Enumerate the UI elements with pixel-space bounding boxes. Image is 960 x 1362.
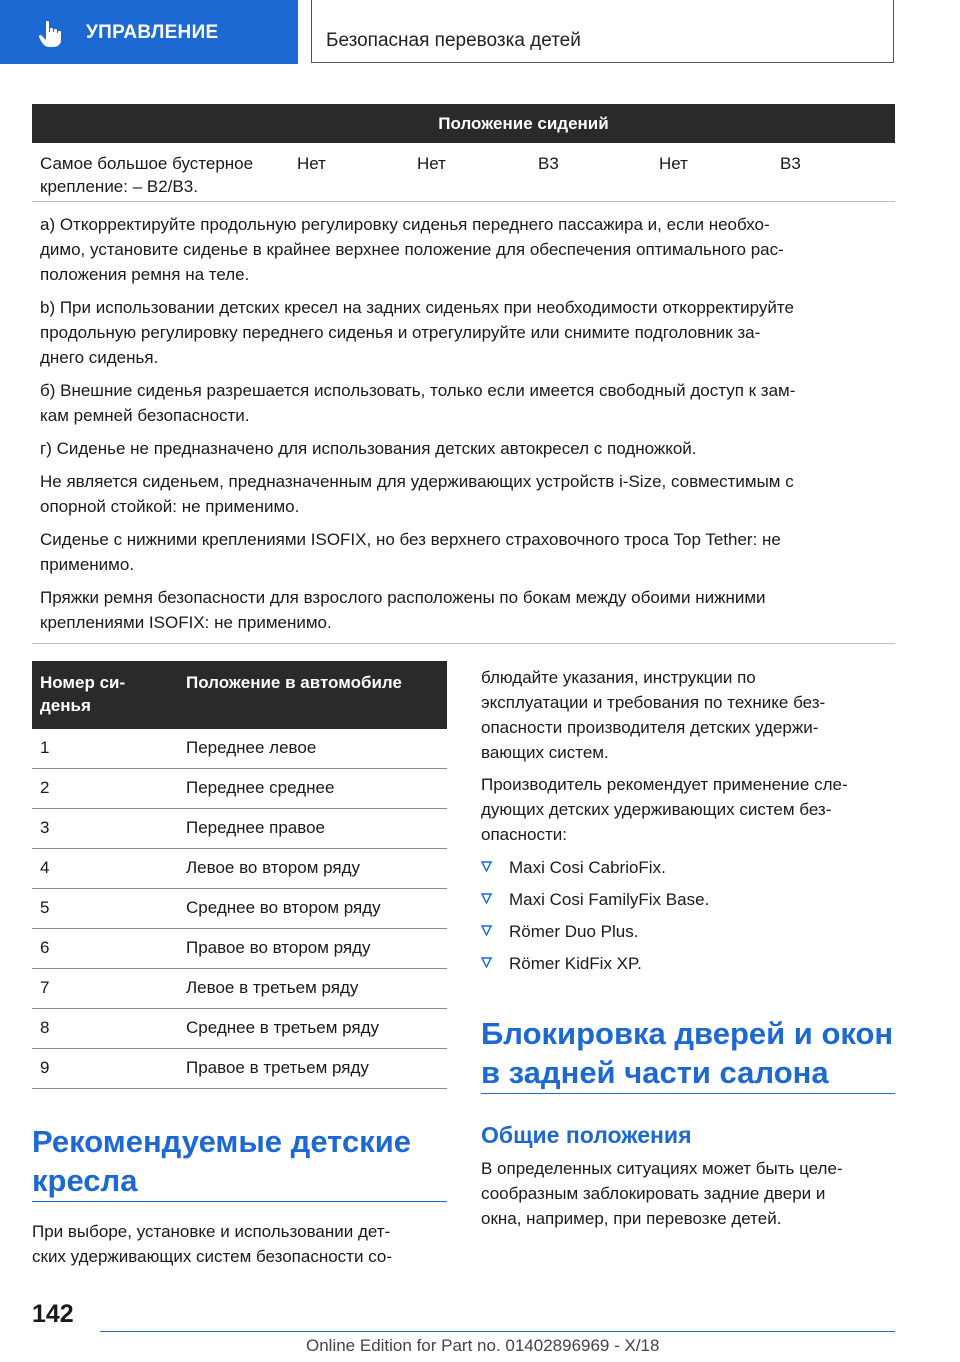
seat-position-table [32, 104, 895, 644]
note: б) Внешние сиденья разрешается использовать, только если имеется свободный доступ к зам- кам ремней безопасности. [40, 381, 796, 425]
triangle-bullet-icon [481, 957, 492, 968]
table-row [32, 769, 447, 809]
table-notes [32, 202, 895, 644]
table-row [32, 729, 447, 769]
row-label: Самое большое бустерное крепление: – B2/B3. [40, 154, 254, 196]
seat-position: Правое во втором ряду [186, 938, 371, 957]
table-row [32, 969, 447, 1009]
recommended-continuation: блюдайте указания, инструкции по эксплуатации и требования по технике без- опасности производителя детских удержи- вающих систем. [481, 668, 826, 762]
seat-number: 4 [40, 858, 50, 877]
row-value: Нет [659, 154, 688, 173]
table-row [32, 1049, 447, 1089]
row-value: Нет [297, 154, 326, 173]
section-label: УПРАВЛЕНИЕ [86, 22, 219, 43]
seat-position: Левое в третьем ряду [186, 978, 359, 997]
chapter-title-box [311, 0, 894, 63]
row-value: B3 [780, 154, 801, 173]
list-item [481, 887, 895, 919]
recommended-intro: При выборе, установке и использовании дет- ских удерживающих систем безопасности со- [32, 1222, 392, 1266]
heading-rule [481, 1093, 895, 1094]
row-value: Нет [417, 154, 446, 173]
note: Не является сиденьем, предназначенным для удерживающих устройств i-Size, совместимым с опорной стойкой: не применимо. [40, 472, 794, 516]
seat-number: 6 [40, 938, 50, 957]
heading-rule [32, 1201, 447, 1202]
note: Пряжки ремня безопасности для взрослого расположены по бокам между обоими нижними креплениями ISOFIX: не применимо. [40, 588, 766, 632]
seat-position: Среднее во втором ряду [186, 898, 381, 917]
header-cell: Номер си- денья [40, 673, 126, 715]
general-subheading: Общие положения [481, 1122, 692, 1148]
note: b) При использовании детских кресел на задних сиденьях при необходимости откорректируйте продольную регулировку переднего сиденья и отрегулируйте или снимите подголовник за- днего сиденья. [40, 298, 794, 367]
hand-icon [38, 20, 64, 48]
seat-number: 3 [40, 818, 50, 837]
seat-number: 8 [40, 1018, 50, 1037]
note: a) Откорректируйте продольную регулировку сиденья переднего пассажира и, если необхо- димо, установите сиденье в крайнее верхнее положение для обеспечения оптимального рас- положения ремня на теле. [40, 215, 784, 284]
seat-number: 5 [40, 898, 50, 917]
table-row [32, 809, 447, 849]
recommended-list [481, 855, 895, 983]
list-item-text: Römer Duo Plus. [509, 922, 639, 941]
table-header [32, 661, 447, 729]
triangle-bullet-icon [481, 893, 492, 904]
recommended-text: Производитель рекомендует применение сле- дующих детских удерживающих систем без- опасности: [481, 775, 848, 844]
seat-position: Среднее в третьем ряду [186, 1018, 380, 1037]
table-row [32, 849, 447, 889]
list-item [481, 951, 895, 983]
table-row [32, 143, 895, 202]
seat-position: Правое в третьем ряду [186, 1058, 369, 1077]
section-tab[interactable] [0, 0, 298, 64]
list-item-text: Maxi Cosi FamilyFix Base. [509, 890, 710, 909]
seat-position: Переднее левое [186, 738, 317, 757]
triangle-bullet-icon [481, 861, 492, 872]
chapter-title: Безопасная перевозка детей [326, 30, 581, 51]
header-cell: Положение в автомобиле [186, 673, 402, 692]
door-lock-text: В определенных ситуациях может быть целе- сообразным заблокировать задние двери и окна, например, при перевозке детей. [481, 1159, 843, 1228]
page-number: 142 [32, 1300, 74, 1328]
triangle-bullet-icon [481, 925, 492, 936]
note: Сиденье с нижними креплениями ISOFIX, но без верхнего страховочного троса Top Tether: не применимо. [40, 530, 781, 574]
edition-note: Online Edition for Part no. 01402896969 - X/18 [306, 1336, 660, 1355]
row-value: B3 [538, 154, 559, 173]
list-item [481, 855, 895, 887]
seat-number-table [32, 661, 447, 1089]
seat-position: Переднее среднее [186, 778, 335, 797]
seat-number: 2 [40, 778, 50, 797]
seat-number: 1 [40, 738, 50, 757]
list-item-text: Römer KidFix XP. [509, 954, 642, 973]
recommended-heading: Рекомендуемые детские кресла [32, 1124, 411, 1198]
door-lock-heading: Блокировка дверей и окон в задней части салона [481, 1016, 894, 1090]
note: г) Сиденье не предназначено для использования детских автокресел с подножкой. [40, 439, 697, 458]
seat-position: Левое во втором ряду [186, 858, 361, 877]
seat-number: 7 [40, 978, 50, 997]
table-row [32, 889, 447, 929]
list-item [481, 919, 895, 951]
table-row [32, 1009, 447, 1049]
seat-number: 9 [40, 1058, 50, 1077]
seat-table-caption: Положение сидений [32, 104, 895, 143]
list-item-text: Maxi Cosi CabrioFix. [509, 858, 666, 877]
footer-rule [100, 1331, 895, 1332]
table-row [32, 929, 447, 969]
seat-position: Переднее правое [186, 818, 326, 837]
